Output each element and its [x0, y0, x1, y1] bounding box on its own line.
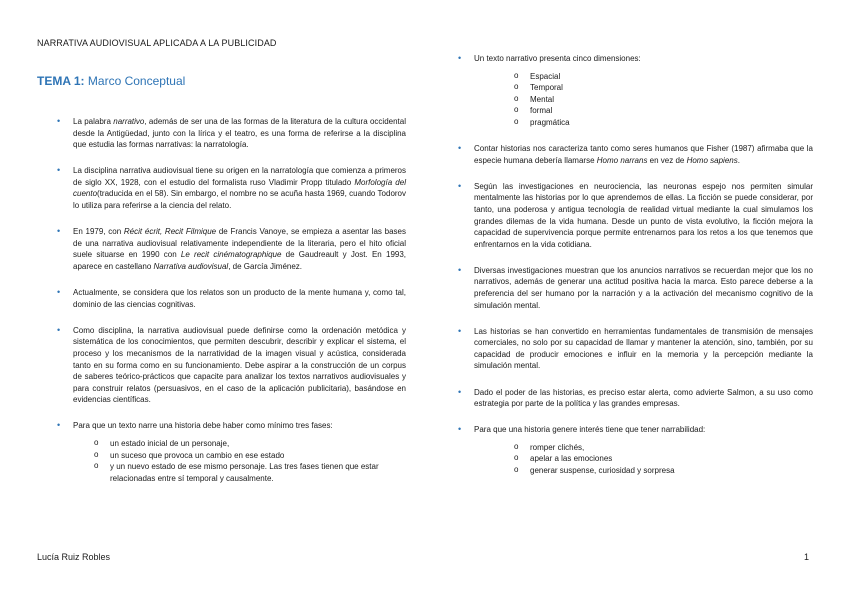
bullet-icon: • — [458, 264, 462, 275]
bullet-icon: • — [57, 165, 61, 176]
circle-bullet-icon: o — [514, 441, 519, 451]
circle-bullet-icon: o — [514, 453, 519, 463]
paragraph: • Las historias se han convertido en herramientas fundamentales de transmisión de mensajes comerciales, no solo por su capacidad de llamar y mantener la atención, sino, también, por su capacidad de producir emociones e influir en la memoria y la percepción mediante la simulación mental. — [458, 325, 813, 371]
circle-bullet-icon: o — [514, 82, 519, 92]
footer-author: Lucía Ruiz Robles — [37, 552, 111, 562]
list-item: o Temporal — [514, 82, 563, 93]
bullet-icon: • — [458, 424, 462, 435]
paragraph: • Según las investigaciones en neurociencia, las neuronas espejo nos permiten simular mentalmente las historias por lo que aprendemos de ellas. La ficción se puede considerar, por tanto, una poderosa y antigua tecnología de realidad virtual mediante la cual simulamos los grandes dilemas de la vida humana. Desde un punto de vista evolutivo, la ficción mejora la capacidad de supervivencia porque permite entrenarnos para los retos a los que tenemos que enfrentarnos en la vida cotidiana. — [458, 180, 813, 249]
paragraph: • Actualmente, se considera que los relatos son un producto de la mente humana y, como tal, dominio de las ciencias cognitivas. — [57, 287, 406, 309]
circle-bullet-icon: o — [94, 437, 99, 447]
paragraph: • La disciplina narrativa audiovisual tiene su origen en la narratología que comienza a primeros de siglo XX, 1928, con el estudio del formalista ruso Vladimir Propp titulado Morfología del cuento(traducida en el 58). Sin embargo, el nombre no se acuña hasta 1969, cuando Todorov lo utiliza para referirse a la ciencia del relato. — [57, 165, 406, 211]
bullet-icon: • — [57, 324, 61, 335]
bullet-icon: • — [458, 180, 462, 191]
list-item: o y un nuevo estado de ese mismo personaje. Las tres fases tienen que estar relacionadas entre sí temporal y causalmente. — [94, 461, 379, 483]
paragraph: • Dado el poder de las historias, es preciso estar alerta, como advierte Salmon, a su uso como estrategia por parte de la política y las grandes empresas. — [458, 386, 813, 409]
bullet-icon: • — [57, 287, 61, 298]
paragraph: • La palabra narrativo, además de ser una de las formas de la literatura de la cultura occidental desde la Antigüedad, junto con la lírica y el teatro, es una forma de referirse a la disciplina que estudia las formas narrativas: la narratología. — [57, 116, 406, 150]
page-header: NARRATIVA AUDIOVISUAL APLICADA A LA PUBLICIDAD — [37, 38, 277, 48]
paragraph: • Un texto narrativo presenta cinco dimensiones: o Espacial o Temporal o Mental o formal o pragmática — [458, 53, 813, 129]
paragraph: • Contar historias nos caracteriza tanto como seres humanos que Fisher (1987) afirmaba que la especie humana debería llamarse Homo narrans en vez de Homo sapiens. — [458, 143, 813, 165]
bullet-icon: • — [458, 386, 462, 397]
paragraph: • Para que un texto narre una historia debe haber como mínimo tres fases: o un estado inicial de un personaje, o un suceso que provoca un cambio en ese estado o y un nuevo estado de ese mismo personaje. Las tres fases tienen que estar relacionadas entre sí temporal y causalmente. — [57, 420, 406, 484]
narrability-list — [514, 442, 813, 477]
bullet-icon: • — [57, 226, 61, 237]
title-text: Marco Conceptual — [87, 74, 186, 88]
bullet-icon: • — [458, 53, 462, 63]
paragraph: • Diversas investigaciones muestran que los anuncios narrativos se recuerdan mejor que los no narrativos, además de generar una actitud positiva hacia la marca. Esto parece deberse a la preferencia del ser humano por la narración y a la activación del mecanismo cognitivo de la simulación mental. — [458, 264, 813, 310]
circle-bullet-icon: o — [514, 465, 519, 475]
list-item: o generar suspense, curiosidad y sorpresa — [514, 465, 675, 476]
circle-bullet-icon: o — [514, 70, 519, 80]
page-title — [37, 74, 185, 88]
list-item: o un estado inicial de un personaje, — [94, 437, 230, 448]
dimensions-list — [514, 71, 813, 129]
circle-bullet-icon: o — [94, 449, 99, 459]
paragraph: • Para que una historia genere interés tiene que tener narrabilidad: o romper clichés, o apelar a las emociones o generar suspense, curiosidad y sorpresa — [458, 424, 813, 476]
bullet-icon: • — [458, 143, 462, 154]
paragraph: • En 1979, con Récit écrit, Recit Filmique de Francis Vanoye, se empieza a asentar las bases de una narrativa audiovisual relativamente independiente de la literaria, pero el hito oficial suele situarse en 1990 con Le recit cinématographique de Gaudreault y Jost. En 1993, aparece en castellano Narrativa audiovisual, de García Jiménez. — [57, 226, 407, 271]
list-item: o apelar a las emociones — [514, 453, 613, 464]
bullet-icon: • — [57, 420, 61, 431]
list-item: o pragmática — [514, 116, 570, 127]
circle-bullet-icon: o — [94, 461, 99, 471]
left-column — [57, 116, 406, 499]
circle-bullet-icon: o — [514, 93, 519, 103]
circle-bullet-icon: o — [514, 116, 519, 126]
paragraph: • Como disciplina, la narrativa audiovisual puede definirse como la ordenación metódica y sistemática de los conocimientos, que permiten descubrir, describir y explicar el sistema, el proceso y los mecanismos de la narratividad de la imagen visual y acústica, considerada tanto en su forma como en su funcionamiento. Debe aspirar a la construcción de un corpus de saberes teórico-prácticos que capacite para analizar los textos narrativos audiovisuales y para construir relatos (persuasivos, en el caso de la aplicación publicitaria), basándose en evidencias científicas. — [57, 324, 406, 405]
phases-list — [94, 438, 406, 484]
list-item: o un suceso que provoca un cambio en ese estado — [94, 449, 285, 460]
list-item: o Espacial — [514, 70, 561, 81]
page-number: 1 — [804, 552, 810, 562]
title-number: TEMA 1: — [37, 74, 85, 88]
list-item: o formal — [514, 105, 553, 116]
list-item: o Mental — [514, 93, 555, 104]
right-column — [458, 53, 813, 491]
bullet-icon: • — [458, 325, 462, 336]
bullet-icon: • — [57, 116, 61, 126]
circle-bullet-icon: o — [514, 105, 519, 115]
list-item: o romper clichés, — [514, 441, 585, 452]
